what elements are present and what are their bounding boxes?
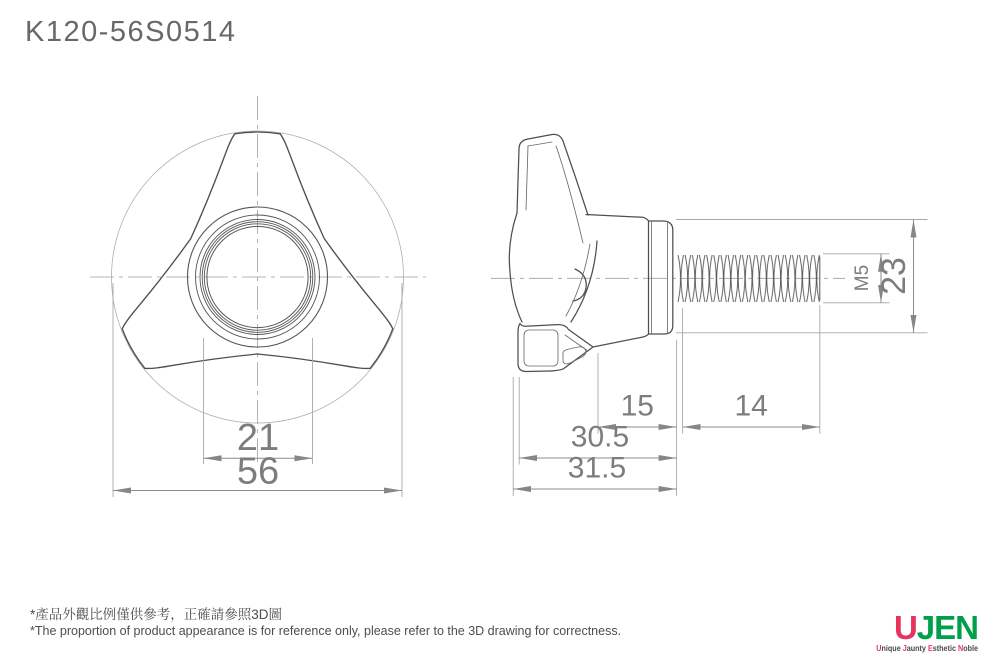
- front-centerlines: [90, 96, 426, 466]
- tagline-initial: U: [876, 644, 882, 653]
- tagline-initial: N: [957, 644, 964, 653]
- dim-hub-diameter: 21: [236, 417, 280, 459]
- tagline-initial: J: [902, 644, 907, 653]
- thread-pattern: [677, 254, 820, 303]
- front-view: [90, 96, 426, 497]
- cone-bottom-edge: [593, 334, 649, 347]
- tagline-word: oble: [963, 644, 978, 653]
- ujen-wordmark: [865, 609, 978, 646]
- threaded-stud: [677, 254, 820, 303]
- footnote-english: *The proportion of product appearance is for reference only, please refer to the 3D drawing for correctness.: [30, 624, 622, 638]
- tagline-word: nique: [881, 644, 901, 653]
- ujen-tagline: [876, 644, 978, 653]
- part-number-title: K120-56S0514: [25, 16, 237, 48]
- side-body: [509, 134, 672, 371]
- dim-knob-diameter: 56: [236, 450, 280, 493]
- dim-thread-length: 14: [734, 389, 768, 423]
- footnote: [30, 606, 621, 639]
- dim-knob-height: 23: [875, 257, 913, 295]
- dim-thread-spec: M5: [852, 264, 873, 292]
- tagline-word: sthetic: [932, 644, 956, 653]
- dim-body-length: 30.5: [570, 420, 630, 454]
- side-view: [491, 134, 928, 496]
- brand-letter-u: U: [893, 609, 917, 646]
- tagline-word: aunty: [906, 644, 926, 653]
- cone-top-edge: [586, 215, 649, 221]
- wing-lower-edge: [571, 241, 597, 322]
- brand-letters-jen: JEN: [916, 609, 978, 646]
- tagline-initial: E: [927, 644, 933, 653]
- dim-overall-length: 31.5: [567, 451, 627, 485]
- footnote-chinese: *產品外觀比例僅供參考，正確請參照3D圖: [30, 607, 283, 622]
- dim-grip-to-flange: 15: [620, 389, 654, 423]
- ujen-logo: [865, 609, 978, 653]
- flange-outline: [649, 221, 673, 334]
